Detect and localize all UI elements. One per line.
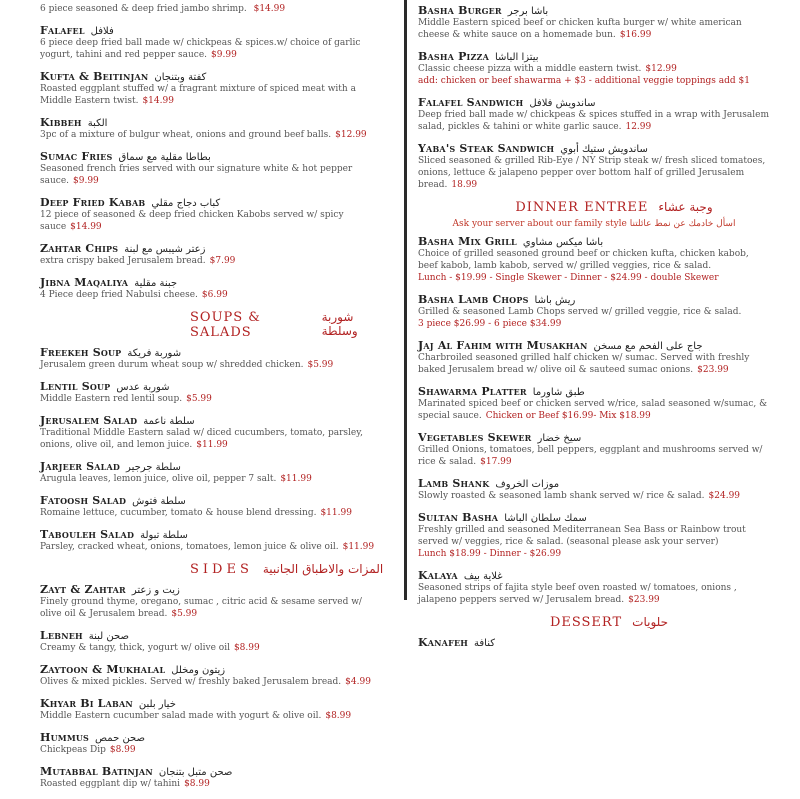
item-description: Freshly grilled and seasoned Mediterranean Sea Bass or Rainbow trout served w/ veggies, rice & salad. (seasonal please ask your server) (418, 525, 746, 547)
item-name-line (418, 142, 770, 155)
item-name-line (418, 235, 770, 248)
item-description-line (418, 17, 770, 41)
item-name-arabic: خيار بلبن (138, 699, 176, 710)
item-name-line (418, 339, 770, 352)
item-name-arabic: كباب دجاج مقلي (151, 198, 221, 209)
menu-item (40, 150, 385, 187)
menu-item (40, 629, 385, 654)
item-description-line (418, 490, 770, 502)
item-name-line (40, 196, 385, 209)
item-description: Arugula leaves, lemon juice, olive oil, pepper 7 salt. (40, 474, 277, 484)
item-description-line (40, 427, 385, 451)
item-price: $8.99 (184, 779, 210, 789)
item-price-options: add: chicken or beef shawarma + $3 - additional veggie toppings add $1 (418, 76, 750, 86)
item-description-line (40, 289, 385, 301)
menu-item (418, 385, 770, 422)
item-description-line (40, 676, 385, 688)
item-description-line (418, 398, 770, 422)
item-name-arabic: كنافة (474, 638, 495, 649)
item-price: $17.99 (480, 457, 512, 467)
menu-item (40, 242, 385, 267)
item-description: Jerusalem green durum wheat soup w/ shredded chicken. (40, 360, 304, 370)
item-description-line (418, 524, 770, 548)
item-description-line (418, 444, 770, 468)
item-name-line (418, 431, 770, 444)
shrimp-item-fragment (40, 3, 385, 15)
item-description-line (418, 582, 770, 606)
item-name: Yaba's Steak Sandwich (418, 142, 555, 155)
item-name: Zayt & Zahtar (40, 583, 126, 596)
item-name-arabic: كفتة وبتنجان (154, 72, 207, 83)
item-description-line (418, 248, 770, 272)
item-name-arabic: بطاطا مقلية مع سماق (118, 152, 211, 163)
item-price: $6.99 (201, 290, 228, 300)
item-name-arabic: موزات الخروف (495, 479, 560, 490)
item-name-arabic: الكبة (87, 118, 108, 129)
menu-item (40, 583, 385, 620)
item-name-arabic: شوربة فريكة (127, 348, 182, 359)
item-description: 4 Piece deep fried Nabulsi cheese. (40, 290, 198, 300)
menu-item (40, 663, 385, 688)
item-price: $8.99 (109, 745, 136, 755)
item-name: Khyar Bi Laban (40, 697, 133, 710)
item-name-line (40, 70, 385, 83)
menu-item (418, 339, 770, 376)
dinner-entree-list (418, 235, 770, 606)
section-title-ar: وجبة عشاء (658, 200, 713, 214)
item-name: Hummus (40, 731, 90, 744)
item-price-options: 3 piece $26.99 - 6 piece $34.99 (418, 319, 562, 329)
item-price: $7.99 (209, 256, 236, 266)
item-name-arabic: شوربة عدس (116, 382, 170, 393)
item-name-arabic: سمك سلطان الباشا (504, 513, 587, 524)
item-name: Sultan Basha (418, 511, 499, 524)
menu-item (418, 96, 770, 133)
menu-item (418, 4, 770, 41)
item-description: Middle Eastern red lentil soup. (40, 394, 183, 404)
item-description-line (418, 352, 770, 376)
item-name-line (40, 380, 385, 393)
item-name-arabic: زيت و زعتر (131, 585, 180, 596)
item-description-line (40, 642, 385, 654)
right-column (418, 0, 770, 658)
item-name: Deep Fried Kabab (40, 196, 146, 209)
section-title-ar: شوربة وسلطة (321, 310, 358, 338)
item-price: $11.99 (342, 542, 375, 552)
item-name-line (40, 528, 385, 541)
menu-item (418, 293, 770, 330)
sides-list (40, 583, 385, 790)
menu-item (418, 142, 770, 191)
item-price: $8.99 (233, 643, 260, 653)
item-name-line (40, 494, 385, 507)
item-name-arabic: غلاية بيف (463, 571, 503, 582)
item-name: Kufta & Beitinjan (40, 70, 149, 83)
menu-item (40, 70, 385, 107)
item-description: 6 piece deep fried ball made w/ chickpeas & spices.w/ choice of garlic yogurt, tahini and red pepper sauce. (40, 38, 361, 60)
item-name-line (40, 24, 385, 37)
item-name-line (418, 293, 770, 306)
item-name: Vegetables Skewer (418, 431, 532, 444)
item-description: Seasoned strips of fajita style beef oven roasted w/ tomatoes, onions , jalapeno peppers served w/ Jerusalem bread. (418, 583, 737, 605)
item-description: Creamy & tangy, thick, yogurt w/ olive oil (40, 643, 230, 653)
soups-salads-heading (40, 310, 385, 340)
item-name-line (418, 4, 770, 17)
menu-item (418, 50, 770, 87)
item-name: Tabouleh Salad (40, 528, 135, 541)
item-name-line (40, 346, 385, 359)
item-name: Mutabbal Batinjan (40, 765, 153, 778)
menu-item (40, 276, 385, 301)
item-description-line (40, 163, 385, 187)
section-title-ar: حلويات (632, 615, 669, 629)
item-description: Finely ground thyme, oregano, sumac , citric acid & sesame served w/ olive oil & Jerusalem bread. (40, 597, 362, 619)
item-price-options: Lunch $18.99 - Dinner - $26.99 (418, 549, 562, 559)
item-name-arabic: سلطة جرجير (126, 462, 181, 473)
item-name-arabic: زعتر شيبس مع لبنة (124, 244, 206, 255)
item-name: Jerusalem Salad (40, 414, 138, 427)
item-description-line (40, 541, 385, 553)
item-name-line (418, 511, 770, 524)
menu-item (40, 697, 385, 722)
item-name-arabic: سلطة فتوش (132, 496, 186, 507)
item-name-arabic: جبنة مقلية (134, 278, 178, 289)
item-name: Basha Lamb Chops (418, 293, 529, 306)
item-description: Roasted eggplant stuffed w/ a fragrant mixture of spiced meat with a Middle Eastern twist. (40, 84, 356, 106)
item-name-arabic: طبق شاورما (532, 387, 585, 398)
item-description: Chickpeas Dip (40, 745, 106, 755)
item-name-arabic: زيتون ومخلل (171, 665, 226, 676)
item-name: Kanafeh (418, 636, 469, 649)
item-price: $8.99 (325, 711, 352, 721)
item-price: $5.99 (186, 394, 212, 404)
item-name-line (40, 414, 385, 427)
item-name-arabic: صحن حمص (95, 733, 145, 744)
item-name-line (418, 636, 770, 649)
item-name: Lamb Shank (418, 477, 490, 490)
item-name-arabic: سيخ خضار (537, 433, 582, 444)
item-name-line (40, 731, 385, 744)
item-name: Basha Mix Grill (418, 235, 517, 248)
item-name-line (40, 583, 385, 596)
section-title-en: SIDES (190, 562, 253, 577)
item-description-line (418, 306, 770, 318)
item-name-arabic: جاج على الفحم مع مسخن (593, 341, 703, 352)
item-name-arabic: ريش باشا (534, 295, 576, 306)
item-name: Kibbeh (40, 116, 82, 129)
item-price: $4.99 (345, 677, 371, 687)
item-price: $12.99 (645, 64, 677, 74)
item-name-arabic: فلافل (90, 26, 114, 37)
item-name: Jaj Al Fahim with Musakhan (418, 339, 588, 352)
menu-item (40, 765, 385, 790)
item-name: Kalaya (418, 569, 458, 582)
dessert-list (418, 636, 770, 649)
item-name-line (40, 629, 385, 642)
item-name: Falafel Sandwich (418, 96, 524, 109)
item-name-arabic: باشا برجر (507, 6, 549, 17)
item-price: $11.99 (196, 440, 228, 450)
menu-item (418, 569, 770, 606)
item-name: Zahtar Chips (40, 242, 119, 255)
item-description: Classic cheese pizza with a middle eastern twist. (418, 64, 642, 74)
item-name-arabic: ساندويش ستيك أبوي (560, 144, 648, 155)
item-price: $14.99 (70, 222, 102, 232)
menu-item (40, 24, 385, 61)
item-price: 12.99 (625, 122, 652, 132)
item-name: Freekeh Soup (40, 346, 122, 359)
item-description: Deep fried ball made w/ chickpeas & spices stuffed in a wrap with Jerusalem salad, pickles & tahini or white garlic sauce. (418, 110, 769, 132)
item-price: $9.99 (73, 176, 99, 186)
item-description: Slowly roasted & seasoned lamb shank served w/ rice & salad. (418, 491, 705, 501)
item-name-arabic: صحن متبل بتنجان (158, 767, 233, 778)
item-description: Marinated spiced beef or chicken served w/rice, salad seasoned w/sumac, & special sauce. (418, 399, 768, 421)
item-description: Olives & mixed pickles. Served w/ freshly baked Jerusalem bread. (40, 677, 342, 687)
mains-list (418, 4, 770, 191)
item-name: Sumac Fries (40, 150, 113, 163)
item-description: Charbroiled seasoned grilled half chicken w/ sumac. Served with freshly baked Jerusalem bread w/ olive oil & sauteed sumac onions. (418, 353, 750, 375)
item-description: Seasoned french fries served with our signature white & hot pepper sauce. (40, 164, 353, 186)
menu-item (40, 196, 385, 233)
item-description-line (40, 37, 385, 61)
item-name-line (40, 765, 385, 778)
item-name-line (418, 569, 770, 582)
section-title-en: DINNER ENTREE (515, 200, 649, 215)
item-price: $23.99 (628, 595, 660, 605)
item-name: Jarjeer Salad (40, 460, 121, 473)
item-price: $5.99 (171, 609, 198, 619)
appetizers-list (40, 24, 385, 301)
item-description: 6 piece seasoned & deep fried jambo shrimp. (40, 4, 247, 14)
item-name-line (418, 477, 770, 490)
item-price: $16.99 (619, 30, 652, 40)
item-description: 12 piece of seasoned & deep fried chicken Kabobs served w/ spicy sauce (40, 210, 344, 232)
item-description-line (418, 63, 770, 75)
menu-item (40, 460, 385, 485)
item-price: $23.99 (697, 365, 729, 375)
item-name: Basha Burger (418, 4, 502, 17)
item-price: $11.99 (280, 474, 312, 484)
menu-item (40, 731, 385, 756)
item-description: Sliced seasoned & grilled Rib-Eye / NY Strip steak w/ fresh sliced tomatoes, onions, lettuce & jalapeno pepper over bottom half of grilled Jerusalem bread. (418, 156, 766, 190)
item-description: Grilled Onions, tomatoes, bell peppers, eggplant and mushrooms served w/ rice & salad. (418, 445, 763, 467)
menu-item (418, 477, 770, 502)
item-name: Basha Pizza (418, 50, 489, 63)
dinner-entree-subtitle: Ask your server about our family style اسأل خادمك عن نمط عائلتنا (452, 219, 736, 229)
item-name-arabic: بيتزا الباشا (494, 52, 539, 63)
item-description: 3pc of a mixture of bulgur wheat, onions and ground beef balls. (40, 130, 332, 140)
item-description-line (418, 109, 770, 133)
item-description-line (418, 155, 770, 191)
item-price-options: Lunch - $19.99 - Single Skewer - Dinner - $24.99 - double Skewer (418, 273, 719, 283)
item-name: Falafel (40, 24, 85, 37)
item-name-line (40, 150, 385, 163)
left-column (40, 0, 385, 799)
item-name-line (40, 460, 385, 473)
item-price: $5.99 (307, 360, 334, 370)
menu-item (40, 494, 385, 519)
item-price: 18.99 (451, 180, 478, 190)
menu-item (418, 511, 770, 560)
item-name: Lebneh (40, 629, 83, 642)
item-description-line (40, 507, 385, 519)
item-description-line (40, 778, 385, 790)
item-name-arabic: باشا ميكس مشاوي (522, 237, 604, 248)
item-description-line (40, 83, 385, 107)
section-title-en: SOUPS & SALADS (190, 310, 261, 340)
item-description: Grilled & seasoned Lamb Chops served w/ grilled veggie, rice & salad. (418, 307, 742, 317)
item-name-line (40, 663, 385, 676)
item-description: Roasted eggplant dip w/ tahini (40, 779, 181, 789)
menu-item (418, 636, 770, 649)
item-name-line (40, 697, 385, 710)
item-description: Traditional Middle Eastern salad w/ diced cucumbers, tomato, parsley, onions, olive oil, and lemon juice. (40, 428, 363, 450)
item-description: Middle Eastern spiced beef or chicken kufta burger w/ white american cheese & white sauce on a homemade bun. (418, 18, 742, 40)
item-description-line (40, 744, 385, 756)
item-name-line (40, 276, 385, 289)
item-price: $24.99 (708, 491, 741, 501)
soups-salads-list (40, 346, 385, 553)
item-price: Chicken or Beef $16.99- Mix $18.99 (485, 411, 651, 421)
menu-item (40, 346, 385, 371)
item-name-line (418, 96, 770, 109)
item-description-line (40, 473, 385, 485)
item-description: Middle Eastern cucumber salad made with yogurt & olive oil. (40, 711, 322, 721)
item-name-arabic: سلطة تبولة (140, 530, 188, 541)
item-description-line (40, 209, 385, 233)
item-description-line (40, 255, 385, 267)
column-divider (404, 0, 407, 600)
item-price: $12.99 (335, 130, 367, 140)
item-description: Romaine lettuce, cucumber, tomato & house blend dressing. (40, 508, 317, 518)
item-name-arabic: صحن لبنة (88, 631, 129, 642)
item-name-line (418, 385, 770, 398)
item-name-line (40, 116, 385, 129)
item-description: extra crispy baked Jerusalem bread. (40, 256, 206, 266)
menu-item (40, 414, 385, 451)
item-price: $11.99 (320, 508, 352, 518)
item-description: Parsley, cracked wheat, onions, tomatoes, lemon juice & olive oil. (40, 542, 339, 552)
item-price: $9.99 (211, 50, 237, 60)
menu-item (40, 528, 385, 553)
item-name-line (40, 242, 385, 255)
menu-item (40, 116, 385, 141)
item-name-line (418, 50, 770, 63)
item-price: $14.99 (253, 4, 286, 14)
menu-item (40, 380, 385, 405)
item-description-line (40, 129, 385, 141)
section-title-ar: المزات والاطباق الجانبية (262, 562, 384, 576)
item-description-line (40, 359, 385, 371)
dessert-heading (418, 615, 770, 630)
item-name: Zaytoon & Mukhalal (40, 663, 166, 676)
item-name: Fatoosh Salad (40, 494, 127, 507)
item-name: Shawarma Platter (418, 385, 527, 398)
section-title-en: DESSERT (549, 615, 623, 630)
item-price: $14.99 (142, 96, 174, 106)
item-name-arabic: ساندويش فلافل (529, 98, 596, 109)
item-name: Lentil Soup (40, 380, 111, 393)
dinner-entree-heading (418, 200, 770, 215)
menu-item (418, 235, 770, 284)
item-name: Jibna Maqaliya (40, 276, 129, 289)
menu-item (418, 431, 770, 468)
sides-heading (40, 562, 385, 577)
item-name-arabic: سلطة ناعمة (143, 416, 195, 427)
item-description-line (40, 393, 385, 405)
item-description: Choice of grilled seasoned ground beef or chicken kufta, chicken kabob, beef kabob, lamb kabob, served w/ grilled veggies, rice & salad. (418, 249, 749, 271)
item-description-line (40, 710, 385, 722)
